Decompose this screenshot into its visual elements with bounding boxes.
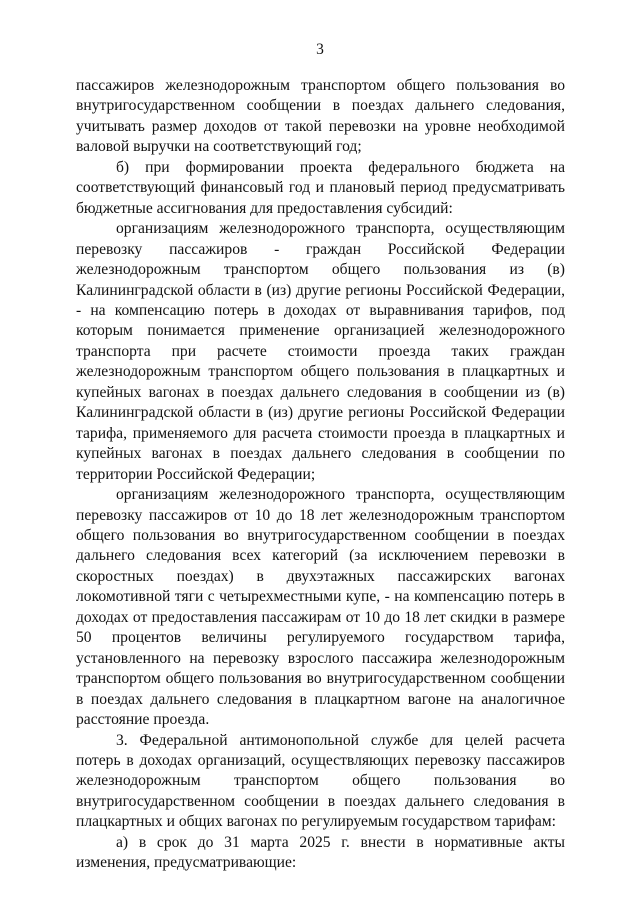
- document-body: [76, 76, 565, 874]
- paragraph-continuation: пассажиров железнодорожным транспортом общего пользования во внутригосударственном сообщении в поездах дальнего следования, учитывать размер доходов от такой перевозки на уровне необходимой валовой выручки на соответствующий год;: [76, 77, 565, 156]
- paragraph-subsidy-youth: организациям железнодорожного транспорта, осуществляющим перевозку пассажиров от 10 до 18 лет железнодорожным транспортом общего пользования во внутригосударственном сообщении в поездах дальнего следования всех категорий (за исключением перевозки в скоростных поездах) в двухэтажных пассажирских вагонах локомотивной тяги с четырехместными купе, - на компенсацию потерь в доходах от предоставления пассажирам от 10 до 18 лет скидки в размере 50 процентов величины регулируемого государством тарифа, установленного на перевозку взрослого пассажира железнодорожным транспортом общего пользования во внутригосударственном сообщении в поездах дальнего следования в плацкартном вагоне на аналогичное расстояние проезда.: [76, 486, 565, 729]
- paragraph-item-3a: а) в срок до 31 марта 2025 г. внести в нормативные акты изменения, предусматривающие:: [76, 833, 565, 872]
- paragraph-item-3: 3. Федеральной антимонопольной службе для целей расчета потерь в доходах организаций, осуществляющих перевозку пассажиров железнодорожным транспортом общего пользования во внутригосударственном сообщении в поездах дальнего следования в плацкартных и общих вагонах по регулируемым государством тарифам:: [76, 731, 565, 831]
- page-number: 3: [316, 41, 324, 58]
- paragraph-subsidy-kaliningrad: организациям железнодорожного транспорта, осуществляющим перевозку пассажиров - граждан Российской Федерации железнодорожным транспортом общего пользования из (в) Калининградской области в (из) другие регионы Российской Федерации, - на компенсацию потерь в доходах от выравнивания тарифов, под которым понимается применение организацией железнодорожного транспорта при расчете стоимости проезда таких граждан железнодорожным транспортом общего пользования в плацкартных и купейных вагонах в поездах дальнего следования в сообщении из (в) Калининградской области в (из) другие регионы Российской Федерации тарифа, применяемого для расчета стоимости проезда в плацкартных и купейных вагонах в поездах дальнего следования в сообщении по территории Российской Федерации;: [76, 220, 565, 483]
- paragraph-item-b: б) при формировании проекта федерального бюджета на соответствующий финансовый год и плановый период предусматривать бюджетные ассигнования для предоставления субсидий:: [76, 158, 565, 217]
